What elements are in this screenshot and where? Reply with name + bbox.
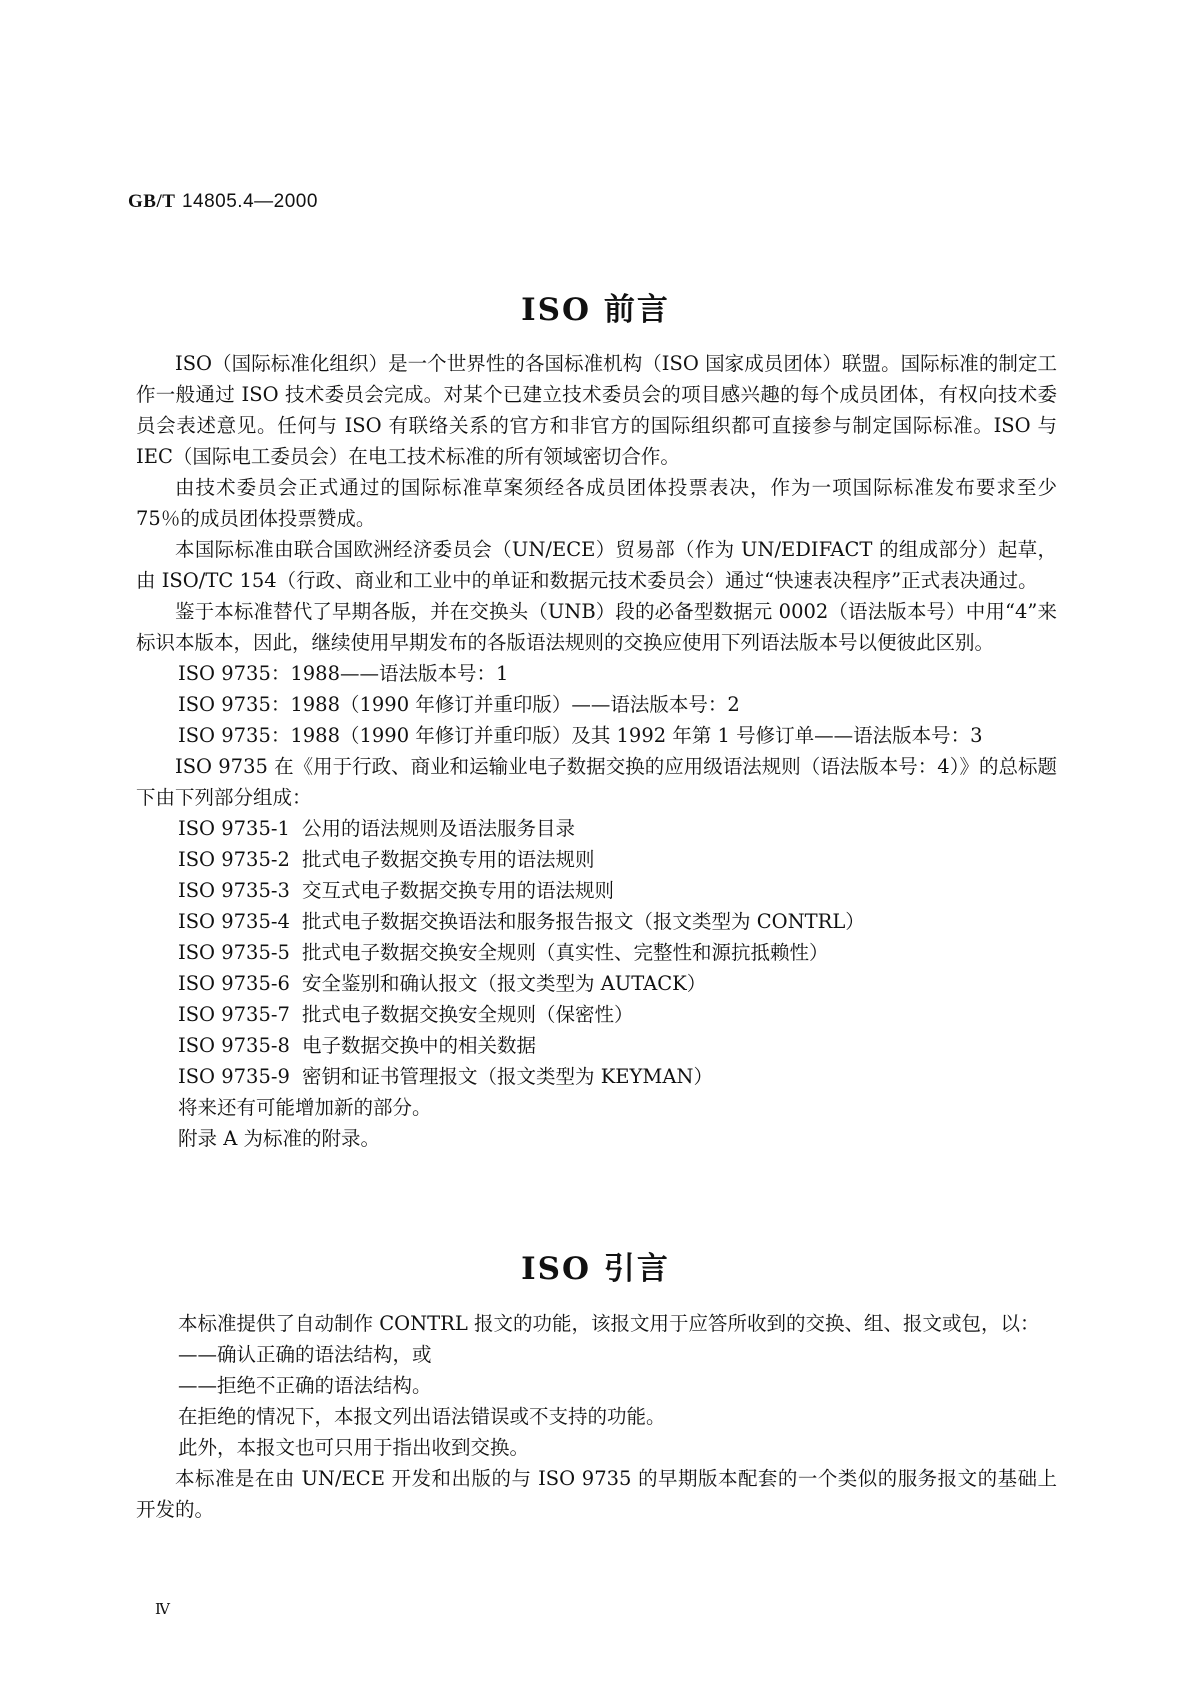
closing-line: 将来还有可能增加新的部分。	[178, 1096, 432, 1119]
part-code: ISO 9735-9	[178, 1065, 290, 1088]
part-code: ISO 9735-7	[178, 1003, 290, 1026]
part-code: ISO 9735-2	[178, 848, 290, 871]
version-line: ISO 9735：1988——语法版本号：1	[178, 662, 509, 685]
foreword-paragraph: 由技术委员会正式通过的国际标准草案须经各成员团体投票表决，作为一项国际标准发布要求至少 75％的成员团体投票赞成。	[136, 476, 1057, 530]
part-item	[178, 937, 1058, 968]
version-line: ISO 9735：1988（1990 年修订并重印版）及其 1992 年第 1 号修订单——语法版本号：3	[178, 724, 983, 747]
introduction-lead: 本标准提供了自动制作 CONTRL 报文的功能，该报文用于应答所收到的交换、组、报文或包，以：	[178, 1312, 1040, 1335]
introduction-body	[136, 1308, 1058, 1525]
part-title: 密钥和证书管理报文（报文类型为 KEYMAN）	[302, 1065, 713, 1088]
part-title: 交互式电子数据交换专用的语法规则	[302, 879, 615, 902]
version-line: ISO 9735：1988（1990 年修订并重印版）——语法版本号：2	[178, 693, 740, 716]
standard-number: 14805.4—2000	[181, 191, 318, 212]
part-title: 批式电子数据交换语法和服务报告报文（报文类型为 CONTRL）	[302, 910, 865, 933]
introduction-paragraph: 此外，本报文也可只用于指出收到交换。	[178, 1436, 530, 1459]
introduction-paragraph: 本标准是在由 UN/ECE 开发和出版的与 ISO 9735 的早期版本配套的一个类似的服务报文的基础上开发的。	[136, 1467, 1057, 1521]
foreword-paragraph: 本国际标准由联合国欧洲经济委员会（UN/ECE）贸易部（作为 UN/EDIFACT 的组成部分）起草，由 ISO/TC 154（行政、商业和工业中的单证和数据元技术委员会）通过“快速表决程序”正式表决通过。	[136, 538, 1057, 592]
part-code: ISO 9735-6	[178, 972, 290, 995]
part-code: ISO 9735-8	[178, 1034, 290, 1057]
part-title: 批式电子数据交换安全规则（真实性、完整性和源抗抵赖性）	[302, 941, 829, 964]
page-number: Ⅳ	[155, 1600, 170, 1618]
part-item	[178, 1061, 1058, 1092]
standard-prefix: GB/T	[128, 191, 176, 212]
part-title: 安全鉴别和确认报文（报文类型为 AUTACK）	[302, 972, 707, 995]
part-code: ISO 9735-1	[178, 817, 290, 840]
introduction-title: ISO 引言	[521, 1251, 670, 1287]
part-code: ISO 9735-3	[178, 879, 290, 902]
part-code: ISO 9735-5	[178, 941, 290, 964]
part-item	[178, 844, 1058, 875]
closing-line: 附录 A 为标准的附录。	[178, 1127, 380, 1150]
foreword-body	[136, 348, 1058, 1154]
foreword-paragraph: 鉴于本标准替代了早期各版，并在交换头（UNB）段的必备型数据元 0002（语法版本号）中用“4”来标识本版本，因此，继续使用早期发布的各版语法规则的交换应使用下列语法版本号以便彼此区别。	[136, 600, 1057, 654]
introduction-paragraph: 在拒绝的情况下，本报文列出语法错误或不支持的功能。	[178, 1405, 666, 1428]
part-item	[178, 875, 1058, 906]
part-code: ISO 9735-4	[178, 910, 290, 933]
part-title: 批式电子数据交换专用的语法规则	[302, 848, 595, 871]
part-item	[178, 968, 1058, 999]
standard-code	[128, 190, 318, 213]
part-title: 公用的语法规则及语法服务目录	[302, 817, 576, 840]
introduction-item: ——确认正确的语法结构，或	[178, 1343, 432, 1366]
foreword-title: ISO 前言	[521, 292, 670, 328]
part-title: 电子数据交换中的相关数据	[302, 1034, 537, 1057]
part-item	[178, 906, 1058, 937]
parts-intro: ISO 9735 在《用于行政、商业和运输业电子数据交换的应用级语法规则（语法版本号：4）》的总标题下由下列部分组成：	[136, 755, 1057, 809]
introduction-item: ——拒绝不正确的语法结构。	[178, 1374, 432, 1397]
part-item	[178, 813, 1058, 844]
part-title: 批式电子数据交换安全规则（保密性）	[302, 1003, 634, 1026]
part-item	[178, 999, 1058, 1030]
part-item	[178, 1030, 1058, 1061]
foreword-paragraph: ISO（国际标准化组织）是一个世界性的各国标准机构（ISO 国家成员团体）联盟。国际标准的制定工作一般通过 ISO 技术委员会完成。对某个已建立技术委员会的项目感兴趣的每个成员团体，有权向技术委员会表述意见。任何与 ISO 有联络关系的官方和非官方的国际组织都可直接参与制定国际标准。ISO 与 IEC（国际电工委员会）在电工技术标准的所有领域密切合作。	[136, 352, 1057, 468]
